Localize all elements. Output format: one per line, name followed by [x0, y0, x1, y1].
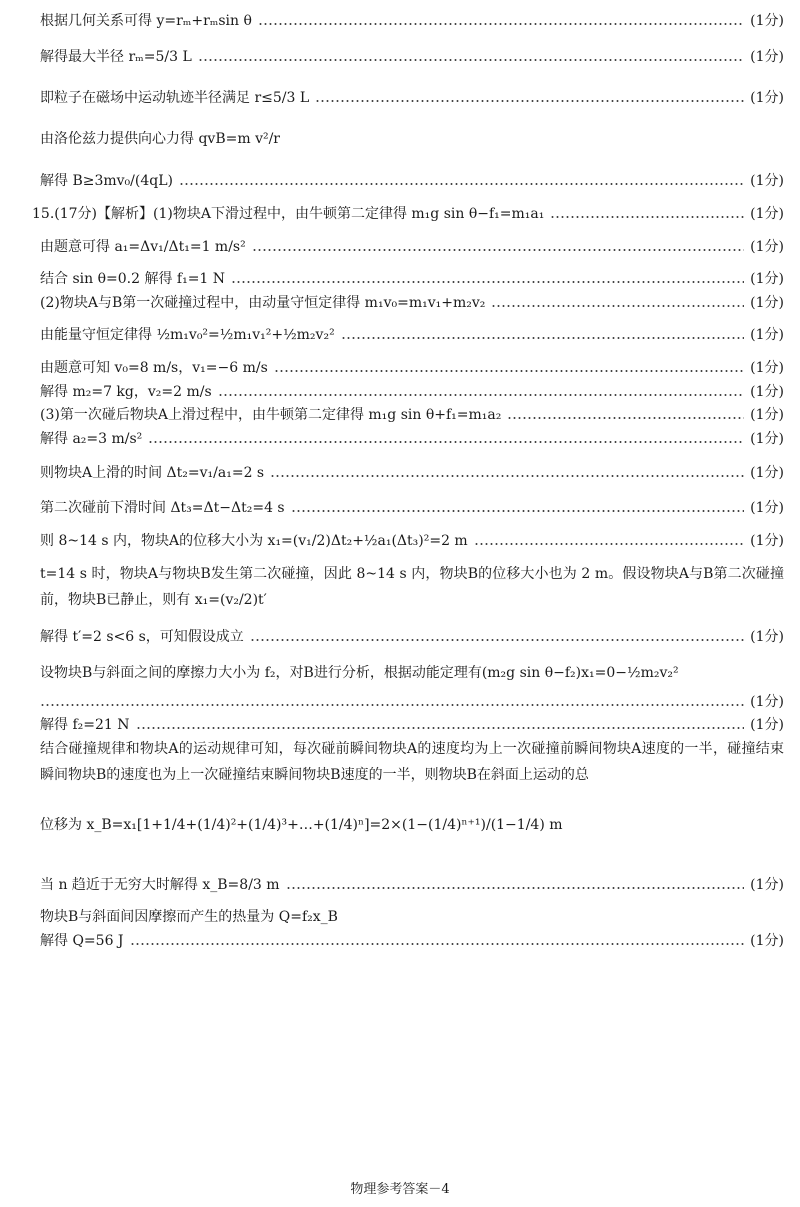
answer-line — [40, 716, 784, 734]
line-text: (3)第一次碰后物块A上滑过程中，由牛顿第二定律得 m₁g sin θ+f₁=m₁a₂ — [40, 407, 502, 423]
page-footer: 物理参考答案－4 — [350, 1182, 450, 1197]
answer-line — [40, 238, 784, 256]
line-text: 由洛伦兹力提供向心力得 qvB=m v²/r — [40, 131, 280, 147]
score-label: (1分) — [750, 629, 784, 645]
score-label: (1分) — [750, 206, 784, 222]
score-label: (1分) — [750, 877, 784, 893]
dot-leader — [474, 543, 744, 545]
dot-leader — [550, 216, 744, 218]
score-label: (1分) — [750, 431, 784, 447]
line-text: 由题意可得 a₁=Δv₁/Δt₁=1 m/s² — [40, 239, 246, 255]
paragraph: 结合碰撞规律和物块A的运动规律可知，每次碰前瞬间物块A的速度均为上一次碰撞前瞬间物块A速度的一半，碰撞结束瞬间物块B的速度也为上一次碰撞结束瞬间物块B速度的一半，则物块B在斜面上运动的总 — [40, 741, 784, 783]
line-text: 由能量守恒定律得 ½m₁v₀²=½m₁v₁²+½m₂v₂² — [40, 327, 335, 343]
dot-leader — [291, 510, 745, 512]
answer-line — [40, 383, 784, 401]
dot-leader — [179, 183, 744, 185]
answer-line — [40, 294, 784, 312]
score-label: (1分) — [750, 295, 784, 311]
score-label: (1分) — [750, 465, 784, 481]
dot-leader — [270, 475, 744, 477]
answer-line — [40, 664, 784, 682]
answer-line — [40, 932, 784, 950]
answer-line — [40, 628, 784, 646]
answer-line — [40, 430, 784, 448]
line-text: 根据几何关系可得 y=rₘ+rₘsin θ — [40, 13, 252, 29]
answer-line — [40, 326, 784, 344]
dot-leader — [148, 441, 744, 443]
answer-line — [40, 359, 784, 377]
dot-leader — [274, 370, 744, 372]
dot-leader — [252, 249, 744, 251]
score-label: (1分) — [750, 694, 784, 710]
score-label: (1分) — [750, 384, 784, 400]
score-label: (1分) — [750, 360, 784, 376]
line-text: 位移为 x_B=x₁[1+1/4+(1/4)²+(1/4)³+…+(1/4)ⁿ]=2×(1−(1/4)ⁿ⁺¹)/(1−1/4) m — [40, 817, 563, 833]
answer-line — [40, 48, 784, 66]
score-label: (1分) — [750, 90, 784, 106]
answer-line — [40, 693, 784, 711]
answer-line — [40, 876, 784, 894]
paragraph: t=14 s 时，物块A与物块B发生第二次碰撞，因此 8~14 s 内，物块B的位移大小也为 2 m。假设物块A与B第二次碰撞前，物块B已静止，则有 x₁=(v₂/2)t′ — [40, 566, 784, 608]
line-text: 即粒子在磁场中运动轨迹半径满足 r≤5/3 L — [40, 90, 310, 106]
line-text: 15.(17分)【解析】(1)物块A下滑过程中，由牛顿第二定律得 m₁g sin θ−f₁=m₁a₁ — [32, 206, 545, 222]
answer-line — [32, 205, 784, 223]
answer-line — [40, 532, 784, 550]
dot-leader — [40, 704, 744, 706]
score-label: (1分) — [750, 407, 784, 423]
dot-leader — [130, 943, 745, 945]
answer-line — [40, 908, 784, 926]
line-text: 则物块A上滑的时间 Δt₂=v₁/a₁=2 s — [40, 465, 265, 481]
answer-line — [40, 130, 784, 148]
answer-line — [40, 816, 784, 834]
dot-leader — [218, 394, 744, 396]
dot-leader — [136, 727, 745, 729]
line-text: 解得 B≥3mv₀/(4qL) — [40, 173, 173, 189]
line-text: 解得 Q=56 J — [40, 933, 124, 949]
dot-leader — [250, 639, 744, 641]
line-text: 当 n 趋近于无穷大时解得 x_B=8/3 m — [40, 877, 280, 893]
score-label: (1分) — [750, 173, 784, 189]
answer-line — [40, 499, 784, 517]
dot-leader — [258, 23, 744, 25]
line-text: 结合 sin θ=0.2 解得 f₁=1 N — [40, 271, 226, 287]
answer-line — [40, 464, 784, 482]
line-text: 则 8~14 s 内，物块A的位移大小为 x₁=(v₁/2)Δt₂+½a₁(Δt₃)²=2 m — [40, 533, 468, 549]
line-text: (2)物块A与B第一次碰撞过程中，由动量守恒定律得 m₁v₀=m₁v₁+m₂v₂ — [40, 295, 486, 311]
score-label: (1分) — [750, 49, 784, 65]
score-label: (1分) — [750, 533, 784, 549]
dot-leader — [198, 59, 744, 61]
score-label: (1分) — [750, 327, 784, 343]
dot-leader — [286, 887, 745, 889]
answer-line — [40, 89, 784, 107]
answer-line — [40, 270, 784, 288]
score-label: (1分) — [750, 933, 784, 949]
answer-line — [40, 12, 784, 30]
dot-leader — [507, 417, 744, 419]
line-text: 解得最大半径 rₘ=5/3 L — [40, 49, 192, 65]
dot-leader — [231, 281, 744, 283]
score-label: (1分) — [750, 13, 784, 29]
dot-leader — [491, 305, 744, 307]
line-text: 解得 m₂=7 kg，v₂=2 m/s — [40, 384, 212, 400]
line-text: 第二次碰前下滑时间 Δt₃=Δt−Δt₂=4 s — [40, 500, 285, 516]
score-label: (1分) — [750, 271, 784, 287]
score-label: (1分) — [750, 500, 784, 516]
score-label: (1分) — [750, 239, 784, 255]
line-text: 由题意可知 v₀=8 m/s，v₁=−6 m/s — [40, 360, 268, 376]
answer-line — [40, 406, 784, 424]
score-label: (1分) — [750, 717, 784, 733]
line-text: 解得 f₂=21 N — [40, 717, 130, 733]
dot-leader — [341, 337, 744, 339]
dot-leader — [315, 100, 744, 102]
line-text: 解得 a₂=3 m/s² — [40, 431, 143, 447]
line-text: 物块B与斜面间因摩擦而产生的热量为 Q=f₂x_B — [40, 909, 338, 925]
line-text: 设物块B与斜面之间的摩擦力大小为 f₂，对B进行分析，根据动能定理有(m₂g sin θ−f₂)x₁=0−½m₂v₂² — [40, 665, 679, 681]
line-text: 解得 t′=2 s<6 s，可知假设成立 — [40, 629, 244, 645]
answer-line — [40, 172, 784, 190]
